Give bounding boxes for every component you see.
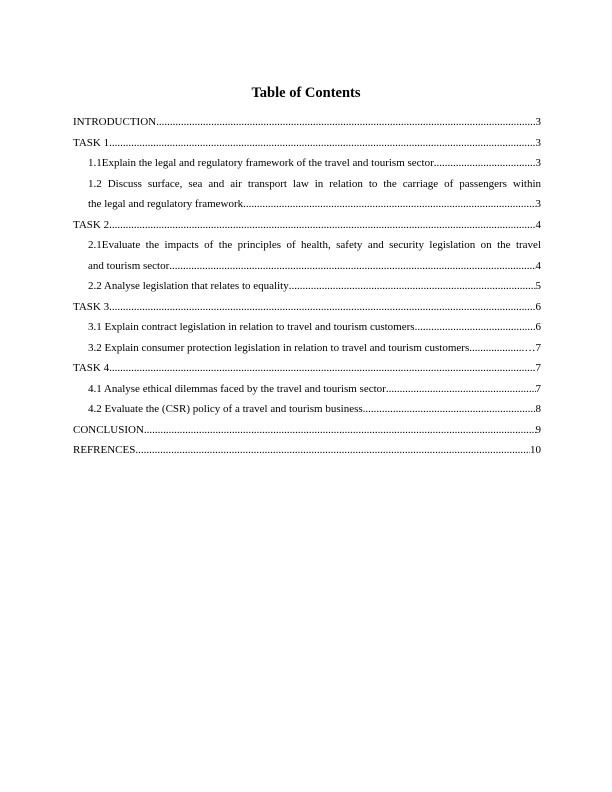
toc-entry-text: REFRENCES [73,444,136,456]
toc-leader-dots [415,317,536,338]
table-of-contents [73,112,541,461]
toc-leader-dots [289,276,536,297]
toc-entry-task-4[interactable] [73,358,541,379]
toc-entry-task-2[interactable] [73,215,541,236]
toc-entry-text-line1: 2.1Evaluate the impacts of the principles of health, safety and security legislation on the travel [88,239,541,251]
toc-page-number: 4 [535,259,541,272]
toc-entry-3-1[interactable] [73,317,541,338]
toc-entry-task-3[interactable] [73,297,541,318]
toc-entry-text: 3.2 Explain consumer protection legislation in relation to travel and tourism customers. [88,341,472,354]
toc-entry-2-1[interactable] [73,235,541,276]
toc-entry-text: TASK 2 [73,218,110,231]
toc-page-number: 5 [535,280,541,292]
toc-page-number: 3 [535,116,541,128]
toc-entry-text: 1.1Explain the legal and regulatory framework of the travel and tourism sector [88,157,434,169]
toc-leader-dots [363,399,536,420]
toc-entry-text: 3.1 Explain contract legislation in relation to travel and tourism customers [88,321,415,333]
toc-entry-text: 4.1 Analyse ethical dilemmas faced by the travel and tourism sector [88,382,386,395]
toc-entry-2-2[interactable] [73,276,541,297]
toc-entry-conclusion[interactable] [73,420,541,441]
toc-page-number: 9 [535,423,541,436]
toc-entry-3-2[interactable] [73,338,541,359]
toc-leader-dots [109,358,535,379]
toc-entry-introduction[interactable] [73,112,541,133]
toc-leader-dots [243,194,535,215]
toc-leader-dots [109,215,535,236]
toc-page-number: 10 [530,444,541,456]
page-title: Table of Contents [251,85,361,101]
toc-entry-text: TASK 4 [73,362,110,374]
toc-page-number: 7 [535,382,541,395]
toc-page-number: …7 [524,341,541,354]
toc-entry-text-line2: and tourism sector [88,259,170,272]
toc-leader-dots [472,338,525,359]
toc-entry-1-2[interactable] [73,174,541,215]
toc-leader-dots [109,297,535,318]
toc-entry-4-2[interactable] [73,399,541,420]
toc-entry-text: 4.2 Evaluate the (CSR) policy of a travel and tourism business [88,403,363,415]
toc-entry-text: TASK 3 [73,300,110,313]
toc-entry-text: 2.2 Analyse legislation that relates to equality [88,280,289,292]
toc-entry-text: TASK 1 [73,136,110,149]
toc-leader-dots [169,256,535,277]
toc-leader-dots [386,379,536,400]
toc-leader-dots [135,440,530,461]
toc-entry-text-line2: the legal and regulatory framework [88,198,244,210]
toc-entry-4-1[interactable] [73,379,541,400]
toc-leader-dots [109,133,535,154]
toc-entry-task-1[interactable] [73,133,541,154]
toc-leader-dots [144,420,536,441]
toc-page-number: 3 [535,157,541,169]
toc-entry-text-line1: 1.2 Discuss surface, sea and air transport law in relation to the carriage of passengers within [88,177,541,190]
toc-page-number: 8 [535,403,541,415]
toc-entry-text: CONCLUSION [73,423,144,436]
toc-page-number: 6 [535,300,541,313]
toc-page-number: 3 [535,198,541,210]
toc-page-number: 4 [535,218,541,231]
toc-page-number: 7 [535,362,541,374]
toc-entry-references[interactable] [73,440,541,461]
toc-page-number: 3 [535,136,541,149]
toc-page-number: 6 [535,321,541,333]
toc-leader-dots [156,112,535,133]
toc-entry-text: INTRODUCTION [73,116,157,128]
toc-leader-dots [434,153,536,174]
toc-entry-1-1[interactable] [73,153,541,174]
